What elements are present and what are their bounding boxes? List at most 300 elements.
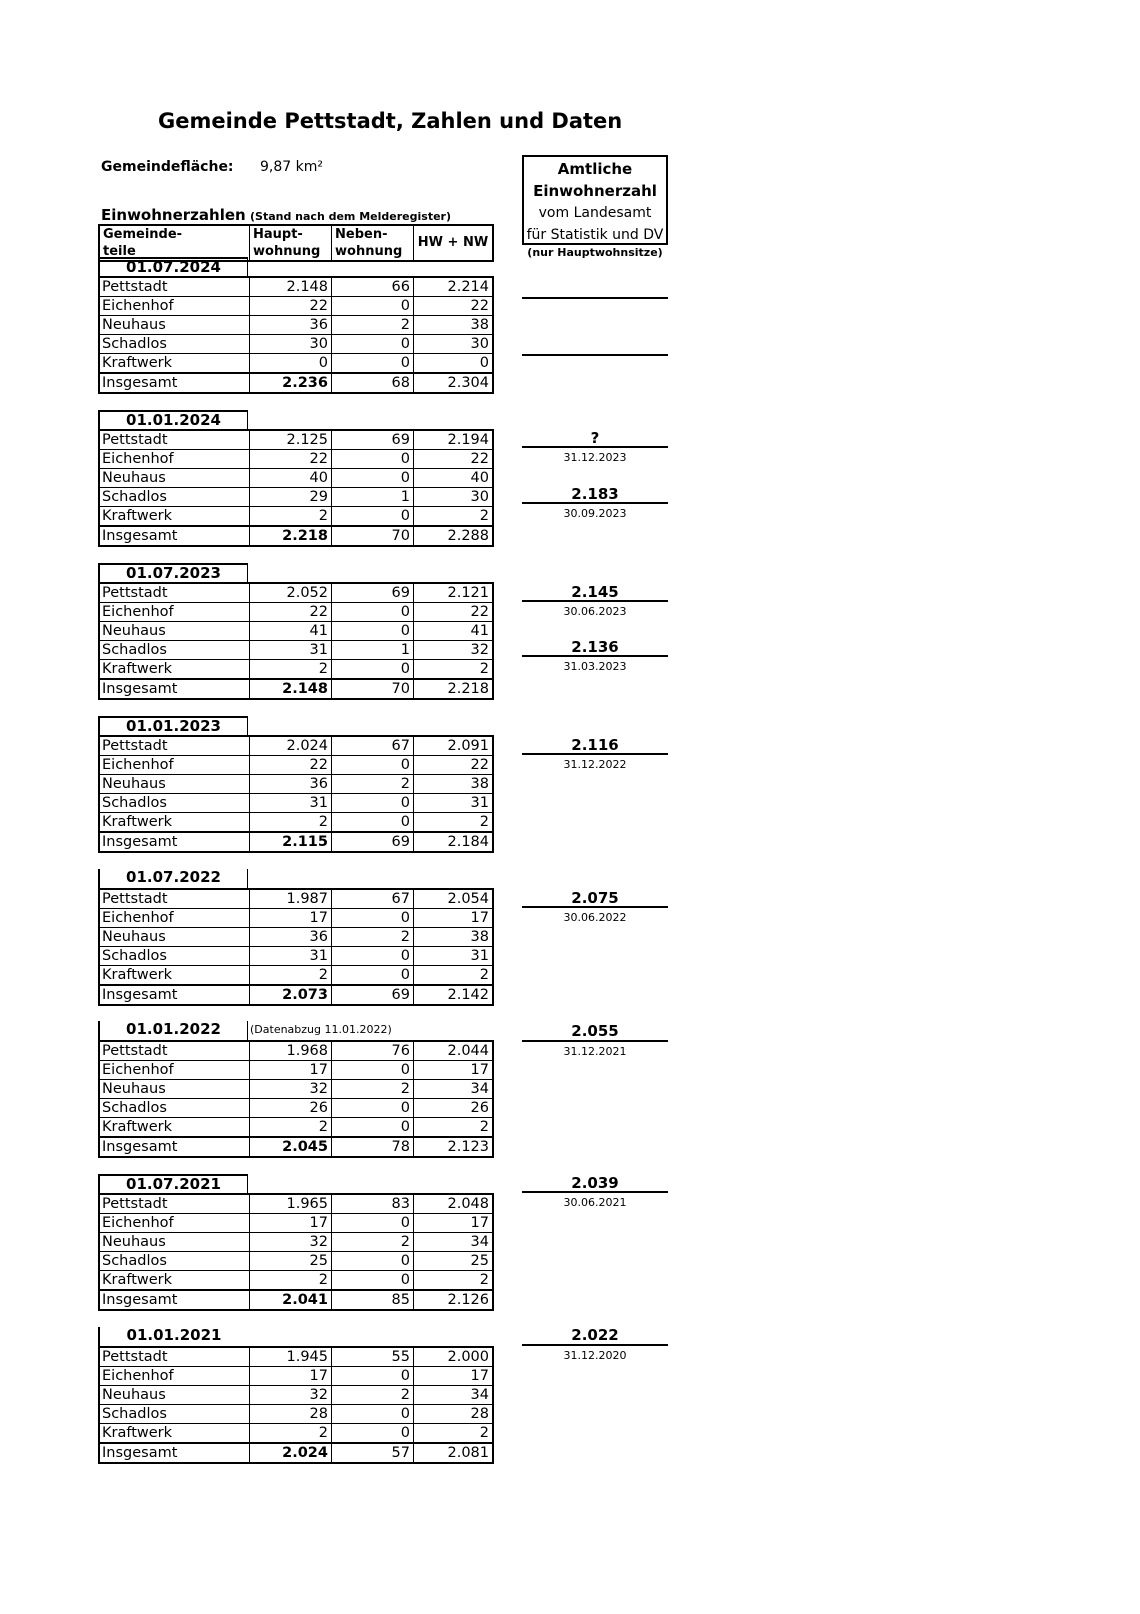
header-col2-line1: Haupt-	[253, 227, 303, 242]
row-gesamt: 31	[470, 948, 489, 964]
row-nebenwohnung: 0	[332, 1424, 414, 1442]
row-gemeindeteil: Kraftwerk	[100, 966, 250, 984]
row-gesamt: 2.123	[447, 1139, 489, 1155]
row-gemeindeteil: Pettstadt	[100, 278, 250, 296]
row-gemeindeteil: Eichenhof	[100, 1061, 250, 1079]
row-hauptwohnung: 28	[250, 1405, 332, 1423]
row-gesamt: 2.044	[447, 1043, 489, 1059]
row-gemeindeteil: Eichenhof	[100, 1367, 250, 1385]
row-nebenwohnung: 0	[332, 1061, 414, 1079]
census-date-note: (Datenabzug 11.01.2022)	[250, 1023, 392, 1036]
row-hauptwohnung: 32	[250, 1233, 332, 1251]
row-nebenwohnung: 0	[332, 507, 414, 525]
official-date: 31.12.2021	[563, 1045, 627, 1058]
row-nebenwohnung: 0	[332, 1252, 414, 1270]
table-row	[100, 775, 492, 794]
row-hauptwohnung: 32	[250, 1080, 332, 1098]
row-hauptwohnung: 2	[250, 966, 332, 984]
row-gesamt: 26	[470, 1100, 489, 1116]
row-hauptwohnung: 31	[250, 794, 332, 812]
row-hauptwohnung: 22	[250, 603, 332, 621]
row-hauptwohnung: 2.148	[250, 278, 332, 296]
row-hauptwohnung: 41	[250, 622, 332, 640]
table-row	[100, 335, 492, 354]
row-gemeindeteil: Pettstadt	[100, 584, 250, 602]
row-gemeindeteil: Schadlos	[100, 335, 250, 353]
row-gemeindeteil: Eichenhof	[100, 603, 250, 621]
census-table	[98, 582, 494, 700]
row-gemeindeteil: Insgesamt	[100, 374, 250, 392]
row-nebenwohnung: 0	[332, 909, 414, 927]
row-gemeindeteil: Schadlos	[100, 488, 250, 506]
table-row	[100, 890, 492, 909]
official-value: 2.022	[571, 1326, 619, 1344]
row-nebenwohnung: 69	[332, 986, 414, 1004]
row-gesamt: 2.184	[447, 834, 489, 850]
page-title: Gemeinde Pettstadt, Zahlen und Daten	[158, 109, 623, 133]
table-row-total	[100, 679, 492, 698]
row-gemeindeteil: Insgesamt	[100, 986, 250, 1004]
row-gemeindeteil: Schadlos	[100, 1252, 250, 1270]
row-hauptwohnung: 1.945	[250, 1348, 332, 1366]
row-hauptwohnung: 26	[250, 1099, 332, 1117]
row-nebenwohnung: 0	[332, 335, 414, 353]
official-box-line2: Einwohnerzahl	[533, 182, 657, 200]
row-gemeindeteil: Schadlos	[100, 1099, 250, 1117]
row-nebenwohnung: 2	[332, 775, 414, 793]
population-note: (Stand nach dem Melderegister)	[250, 210, 451, 223]
row-gemeindeteil: Eichenhof	[100, 1214, 250, 1232]
official-date: 30.06.2022	[563, 911, 627, 924]
row-hauptwohnung: 2.045	[250, 1138, 332, 1156]
row-gemeindeteil: Eichenhof	[100, 756, 250, 774]
row-nebenwohnung: 0	[332, 1405, 414, 1423]
official-box	[522, 155, 668, 245]
table-row	[100, 316, 492, 335]
row-hauptwohnung: 2.125	[250, 431, 332, 449]
table-row	[100, 1271, 492, 1290]
row-gesamt: 34	[470, 1234, 489, 1250]
row-gesamt: 2	[479, 1272, 489, 1288]
table-row	[100, 1386, 492, 1405]
row-nebenwohnung: 0	[332, 756, 414, 774]
row-hauptwohnung: 2	[250, 1424, 332, 1442]
row-hauptwohnung: 32	[250, 1386, 332, 1404]
row-gemeindeteil: Kraftwerk	[100, 813, 250, 831]
row-gesamt: 2.288	[447, 528, 489, 544]
row-hauptwohnung: 2.073	[250, 986, 332, 1004]
row-nebenwohnung: 68	[332, 374, 414, 392]
official-date: 30.06.2023	[563, 605, 627, 618]
row-gemeindeteil: Neuhaus	[100, 1386, 250, 1404]
row-gesamt: 32	[470, 642, 489, 658]
official-value: 2.183	[571, 485, 619, 503]
row-gemeindeteil: Neuhaus	[100, 928, 250, 946]
table-row	[100, 603, 492, 622]
official-value: 2.145	[571, 583, 619, 601]
row-hauptwohnung: 36	[250, 775, 332, 793]
row-hauptwohnung: 22	[250, 450, 332, 468]
row-gemeindeteil: Pettstadt	[100, 1195, 250, 1213]
table-row-total	[100, 985, 492, 1004]
row-hauptwohnung: 2.024	[250, 737, 332, 755]
table-row	[100, 1424, 492, 1443]
table-row	[100, 928, 492, 947]
row-nebenwohnung: 1	[332, 641, 414, 659]
row-gesamt: 30	[470, 489, 489, 505]
row-gesamt: 2.194	[447, 432, 489, 448]
row-nebenwohnung: 67	[332, 737, 414, 755]
official-date: 31.12.2022	[563, 758, 627, 771]
population-label: Einwohnerzahlen	[101, 206, 246, 224]
census-date: 01.07.2021	[98, 1174, 248, 1193]
table-row	[100, 1367, 492, 1386]
census-date: 01.01.2021	[98, 1327, 248, 1346]
table-row	[100, 813, 492, 832]
census-table	[98, 1193, 494, 1311]
row-nebenwohnung: 1	[332, 488, 414, 506]
row-gesamt: 17	[470, 910, 489, 926]
official-value: ?	[590, 429, 600, 447]
census-table	[98, 429, 494, 547]
census-date: 01.01.2024	[98, 410, 248, 429]
row-nebenwohnung: 0	[332, 450, 414, 468]
row-nebenwohnung: 70	[332, 680, 414, 698]
row-gemeindeteil: Kraftwerk	[100, 354, 250, 372]
table-row	[100, 756, 492, 775]
row-gesamt: 2	[479, 1119, 489, 1135]
row-gesamt: 34	[470, 1081, 489, 1097]
row-gemeindeteil: Schadlos	[100, 794, 250, 812]
row-nebenwohnung: 0	[332, 947, 414, 965]
table-row	[100, 469, 492, 488]
table-row	[100, 909, 492, 928]
table-row	[100, 1233, 492, 1252]
row-gemeindeteil: Neuhaus	[100, 775, 250, 793]
census-date: 01.07.2023	[98, 563, 248, 582]
row-nebenwohnung: 0	[332, 354, 414, 372]
row-gemeindeteil: Neuhaus	[100, 1080, 250, 1098]
row-gesamt: 40	[470, 470, 489, 486]
official-date: 30.06.2021	[563, 1196, 627, 1209]
header-hw-nw: HW + NW	[417, 235, 489, 250]
header-col3-line1: Neben-	[335, 227, 388, 242]
table-row	[100, 1042, 492, 1061]
row-nebenwohnung: 2	[332, 1386, 414, 1404]
row-gesamt: 31	[470, 795, 489, 811]
row-gesamt: 41	[470, 623, 489, 639]
row-nebenwohnung: 83	[332, 1195, 414, 1213]
row-nebenwohnung: 57	[332, 1444, 414, 1462]
table-row-total	[100, 526, 492, 545]
official-box-line3: vom Landesamt	[538, 205, 652, 221]
official-divider	[522, 1191, 668, 1193]
row-hauptwohnung: 29	[250, 488, 332, 506]
row-hauptwohnung: 25	[250, 1252, 332, 1270]
row-nebenwohnung: 70	[332, 527, 414, 545]
row-gesamt: 2.000	[447, 1349, 489, 1365]
census-table	[98, 735, 494, 853]
official-divider	[522, 1040, 668, 1042]
row-hauptwohnung: 2.052	[250, 584, 332, 602]
header-col1-line1: Gemeinde-	[103, 227, 183, 242]
row-hauptwohnung: 2	[250, 660, 332, 678]
row-gemeindeteil: Kraftwerk	[100, 1118, 250, 1136]
row-gesamt: 2.304	[447, 375, 489, 391]
row-gesamt: 0	[479, 355, 489, 371]
table-row	[100, 297, 492, 316]
row-hauptwohnung: 1.968	[250, 1042, 332, 1060]
row-gemeindeteil: Insgesamt	[100, 1291, 250, 1309]
row-gemeindeteil: Neuhaus	[100, 316, 250, 334]
row-gesamt: 38	[470, 929, 489, 945]
row-hauptwohnung: 2.148	[250, 680, 332, 698]
row-nebenwohnung: 0	[332, 1214, 414, 1232]
row-nebenwohnung: 0	[332, 469, 414, 487]
table-row	[100, 507, 492, 526]
row-gemeindeteil: Neuhaus	[100, 622, 250, 640]
row-gesamt: 22	[470, 451, 489, 467]
row-nebenwohnung: 0	[332, 966, 414, 984]
row-nebenwohnung: 0	[332, 794, 414, 812]
official-divider	[522, 446, 668, 448]
row-hauptwohnung: 2.024	[250, 1444, 332, 1462]
row-nebenwohnung: 0	[332, 297, 414, 315]
row-gemeindeteil: Schadlos	[100, 1405, 250, 1423]
table-row	[100, 622, 492, 641]
row-hauptwohnung: 40	[250, 469, 332, 487]
row-nebenwohnung: 69	[332, 833, 414, 851]
official-date: 31.03.2023	[563, 660, 627, 673]
row-hauptwohnung: 30	[250, 335, 332, 353]
row-gemeindeteil: Eichenhof	[100, 909, 250, 927]
row-nebenwohnung: 67	[332, 890, 414, 908]
row-gemeindeteil: Insgesamt	[100, 1138, 250, 1156]
row-hauptwohnung: 1.987	[250, 890, 332, 908]
row-nebenwohnung: 69	[332, 584, 414, 602]
row-gemeindeteil: Eichenhof	[100, 450, 250, 468]
official-date: 30.09.2023	[563, 507, 627, 520]
header-nebenwohnung	[332, 226, 414, 260]
table-row	[100, 1405, 492, 1424]
row-nebenwohnung: 2	[332, 928, 414, 946]
row-hauptwohnung: 31	[250, 947, 332, 965]
table-row	[100, 278, 492, 297]
row-gesamt: 34	[470, 1387, 489, 1403]
table-row	[100, 584, 492, 603]
row-gemeindeteil: Pettstadt	[100, 431, 250, 449]
row-gemeindeteil: Neuhaus	[100, 469, 250, 487]
row-gesamt: 2.126	[447, 1292, 489, 1308]
row-nebenwohnung: 0	[332, 1118, 414, 1136]
row-hauptwohnung: 0	[250, 354, 332, 372]
census-date: 01.07.2022	[98, 869, 248, 888]
table-row	[100, 450, 492, 469]
row-gesamt: 2	[479, 1425, 489, 1441]
row-gemeindeteil: Pettstadt	[100, 1348, 250, 1366]
row-gemeindeteil: Insgesamt	[100, 527, 250, 545]
row-gesamt: 2.121	[447, 585, 489, 601]
header-gemeindeteile	[100, 226, 250, 260]
row-hauptwohnung: 2.041	[250, 1291, 332, 1309]
official-divider	[522, 600, 668, 602]
row-gesamt: 2	[479, 661, 489, 677]
row-gesamt: 2.091	[447, 738, 489, 754]
row-hauptwohnung: 17	[250, 1061, 332, 1079]
row-hauptwohnung: 36	[250, 316, 332, 334]
census-date: 01.01.2023	[98, 716, 248, 735]
table-row	[100, 1252, 492, 1271]
table-row	[100, 1348, 492, 1367]
table-row	[100, 1080, 492, 1099]
row-nebenwohnung: 0	[332, 1367, 414, 1385]
official-box-note: (nur Hauptwohnsitze)	[527, 246, 663, 259]
row-hauptwohnung: 17	[250, 909, 332, 927]
table-row	[100, 488, 492, 507]
row-gesamt: 2	[479, 508, 489, 524]
row-hauptwohnung: 36	[250, 928, 332, 946]
header-hauptwohnung	[250, 226, 332, 260]
row-gesamt: 2	[479, 814, 489, 830]
row-gesamt: 25	[470, 1253, 489, 1269]
row-hauptwohnung: 22	[250, 297, 332, 315]
row-gemeindeteil: Insgesamt	[100, 680, 250, 698]
row-gemeindeteil: Insgesamt	[100, 1444, 250, 1462]
row-hauptwohnung: 17	[250, 1214, 332, 1232]
row-gemeindeteil: Schadlos	[100, 641, 250, 659]
area-value: 9,87 km²	[260, 159, 323, 175]
census-table	[98, 888, 494, 1006]
census-table	[98, 276, 494, 394]
row-gesamt: 22	[470, 298, 489, 314]
official-divider	[522, 297, 668, 299]
row-gemeindeteil: Schadlos	[100, 947, 250, 965]
table-row	[100, 1099, 492, 1118]
official-value: 2.075	[571, 889, 619, 907]
row-nebenwohnung: 85	[332, 1291, 414, 1309]
row-gesamt: 2.048	[447, 1196, 489, 1212]
row-gesamt: 17	[470, 1215, 489, 1231]
census-table	[98, 1040, 494, 1158]
row-gesamt: 38	[470, 317, 489, 333]
row-nebenwohnung: 2	[332, 1233, 414, 1251]
official-divider	[522, 354, 668, 356]
row-nebenwohnung: 0	[332, 603, 414, 621]
row-gemeindeteil: Neuhaus	[100, 1233, 250, 1251]
official-divider	[522, 655, 668, 657]
official-date: 31.12.2023	[563, 451, 627, 464]
row-gemeindeteil: Eichenhof	[100, 297, 250, 315]
row-hauptwohnung: 1.965	[250, 1195, 332, 1213]
header-col3-line2: wohnung	[335, 244, 403, 259]
row-nebenwohnung: 2	[332, 1080, 414, 1098]
table-row	[100, 354, 492, 373]
official-divider	[522, 502, 668, 504]
row-gemeindeteil: Kraftwerk	[100, 1424, 250, 1442]
row-gesamt: 17	[470, 1368, 489, 1384]
table-row-total	[100, 1137, 492, 1156]
area-label: Gemeindefläche:	[101, 159, 234, 175]
row-nebenwohnung: 0	[332, 813, 414, 831]
row-hauptwohnung: 2	[250, 1271, 332, 1289]
row-nebenwohnung: 69	[332, 431, 414, 449]
official-value: 2.116	[571, 736, 619, 754]
row-gesamt: 2.218	[447, 681, 489, 697]
row-gemeindeteil: Pettstadt	[100, 1042, 250, 1060]
row-gesamt: 38	[470, 776, 489, 792]
row-nebenwohnung: 0	[332, 622, 414, 640]
official-value: 2.136	[571, 638, 619, 656]
table-row-total	[100, 373, 492, 392]
table-row	[100, 1195, 492, 1214]
table-row	[100, 641, 492, 660]
official-box-line4: für Statistik und DV	[526, 227, 664, 243]
row-gesamt: 2.081	[447, 1445, 489, 1461]
row-nebenwohnung: 76	[332, 1042, 414, 1060]
row-hauptwohnung: 17	[250, 1367, 332, 1385]
row-nebenwohnung: 2	[332, 316, 414, 334]
row-gemeindeteil: Kraftwerk	[100, 1271, 250, 1289]
row-gemeindeteil: Pettstadt	[100, 890, 250, 908]
official-divider	[522, 753, 668, 755]
official-box-line1: Amtliche	[557, 160, 633, 178]
row-hauptwohnung: 2.236	[250, 374, 332, 392]
row-nebenwohnung: 0	[332, 1099, 414, 1117]
census-table	[98, 1346, 494, 1464]
table-row	[100, 737, 492, 756]
row-nebenwohnung: 0	[332, 1271, 414, 1289]
table-row	[100, 947, 492, 966]
table-row	[100, 1118, 492, 1137]
row-gesamt: 28	[470, 1406, 489, 1422]
header-col2-line2: wohnung	[253, 244, 321, 259]
official-date: 31.12.2020	[563, 1349, 627, 1362]
table-row-total	[100, 1443, 492, 1462]
row-gesamt: 2.054	[447, 891, 489, 907]
row-nebenwohnung: 66	[332, 278, 414, 296]
row-gemeindeteil: Kraftwerk	[100, 507, 250, 525]
row-gesamt: 2	[479, 967, 489, 983]
row-hauptwohnung: 2.218	[250, 527, 332, 545]
table-row	[100, 1061, 492, 1080]
row-gesamt: 22	[470, 604, 489, 620]
row-hauptwohnung: 31	[250, 641, 332, 659]
row-hauptwohnung: 2	[250, 813, 332, 831]
official-value: 2.055	[571, 1022, 619, 1040]
official-divider	[522, 1344, 668, 1346]
row-hauptwohnung: 2	[250, 1118, 332, 1136]
header-col1-line2: teile	[103, 244, 136, 259]
row-gesamt: 2.214	[447, 279, 489, 295]
table-row	[100, 660, 492, 679]
table-row	[100, 794, 492, 813]
row-gesamt: 30	[470, 336, 489, 352]
table-row	[100, 966, 492, 985]
row-hauptwohnung: 22	[250, 756, 332, 774]
official-value: 2.039	[571, 1174, 619, 1192]
row-gesamt: 17	[470, 1062, 489, 1078]
row-gemeindeteil: Pettstadt	[100, 737, 250, 755]
row-hauptwohnung: 2	[250, 507, 332, 525]
table-row-total	[100, 1290, 492, 1309]
row-gesamt: 22	[470, 757, 489, 773]
row-hauptwohnung: 2.115	[250, 833, 332, 851]
row-nebenwohnung: 78	[332, 1138, 414, 1156]
table-row	[100, 1214, 492, 1233]
row-gemeindeteil: Insgesamt	[100, 833, 250, 851]
census-date: 01.01.2022	[98, 1021, 248, 1040]
row-gesamt: 2.142	[447, 987, 489, 1003]
